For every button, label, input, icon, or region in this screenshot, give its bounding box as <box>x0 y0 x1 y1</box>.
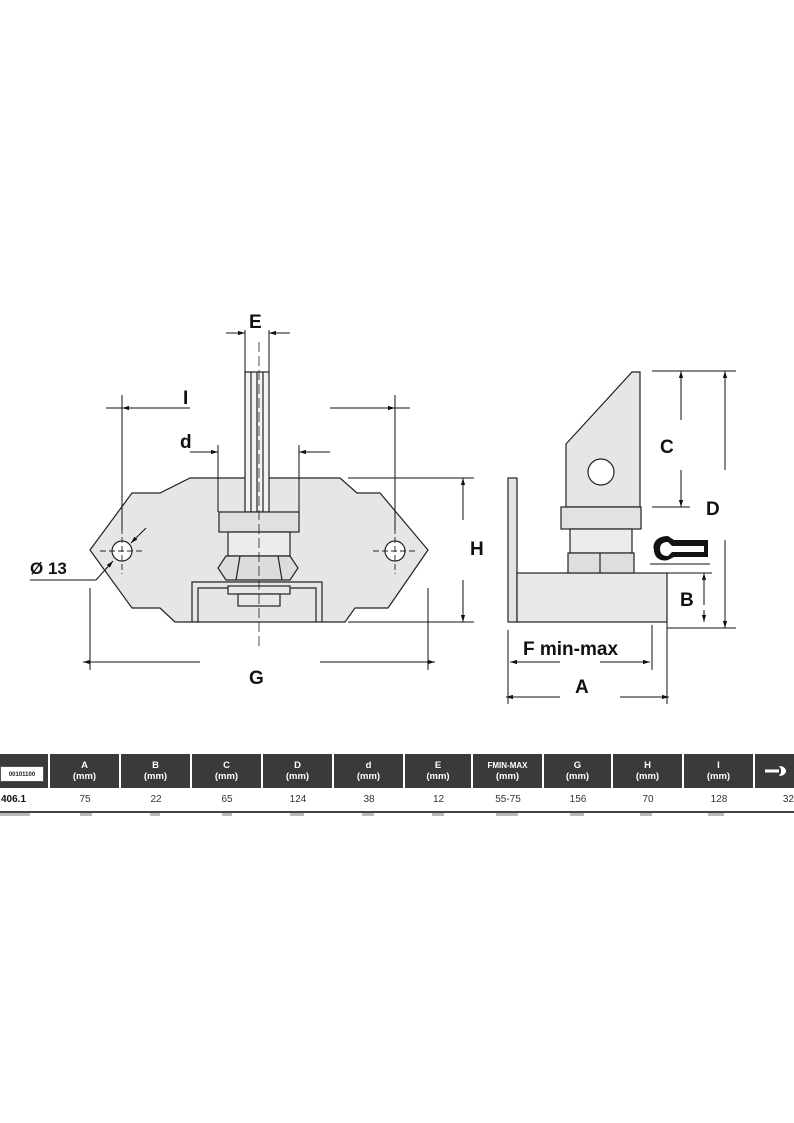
header-unit: (mm) <box>495 771 520 782</box>
label-A: A <box>575 677 589 698</box>
front-view <box>90 342 428 648</box>
header-label: B <box>152 760 159 771</box>
wrench-icon <box>763 764 787 778</box>
header-label: E <box>434 760 442 771</box>
cell-B: 22 <box>150 794 162 805</box>
cell-H: 70 <box>642 794 654 805</box>
header-unit: (mm) <box>565 771 590 782</box>
header-label: H <box>644 760 651 771</box>
side-view <box>508 372 667 622</box>
header-label: G <box>573 760 582 771</box>
header-A <box>50 754 120 788</box>
label-I: I <box>183 388 189 409</box>
header-unit: (mm) <box>143 771 168 782</box>
header-label: A <box>81 760 88 771</box>
side-arm <box>566 372 640 507</box>
truncated-row <box>0 813 794 816</box>
cell-wrench: 32 <box>782 794 794 805</box>
header-C <box>192 754 262 788</box>
label-B: B <box>680 590 694 611</box>
code-header-cell <box>0 754 49 788</box>
label-H: H <box>470 539 484 560</box>
label-d: d <box>180 432 192 453</box>
header-label: FMIN-MAX <box>487 761 528 770</box>
row-code: 406.1 <box>1 794 27 805</box>
header-E <box>405 754 472 788</box>
header-unit: (mm) <box>706 771 731 782</box>
header-label: I <box>717 760 720 771</box>
header-G <box>544 754 612 788</box>
dimension-table <box>0 754 794 816</box>
header-I <box>684 754 754 788</box>
header-label: d <box>365 760 372 771</box>
cell-C: 65 <box>221 794 233 805</box>
cell-G: 156 <box>569 794 587 805</box>
header-d <box>334 754 404 788</box>
label-E: E <box>249 312 262 333</box>
label-G: G <box>249 668 264 689</box>
label-D: D <box>706 499 720 520</box>
table-row <box>0 789 794 813</box>
table-header-row <box>0 754 794 788</box>
cell-E: 12 <box>432 794 445 805</box>
header-H <box>613 754 683 788</box>
header-label: D <box>294 760 301 771</box>
header-D <box>263 754 333 788</box>
wrench-icon <box>654 536 708 560</box>
code-header: 00101100 <box>0 766 44 782</box>
header-label: C <box>223 760 230 771</box>
label-F-min-max: F min-max <box>523 639 619 660</box>
cell-d: 38 <box>363 794 375 805</box>
label-diameter: Ø 13 <box>30 559 67 578</box>
cell-F-min-max: 55-75 <box>495 794 521 805</box>
header-F-min-max <box>473 754 543 788</box>
cell-I: 128 <box>710 794 728 805</box>
header-unit: (mm) <box>285 771 310 782</box>
header-unit: (mm) <box>72 771 97 782</box>
header-B <box>121 754 191 788</box>
header-unit: (mm) <box>635 771 660 782</box>
header-wrench <box>755 754 794 788</box>
cell-A: 75 <box>79 794 91 805</box>
header-unit: (mm) <box>356 771 381 782</box>
header-unit: (mm) <box>426 771 450 782</box>
header-unit: (mm) <box>214 771 239 782</box>
label-C: C <box>660 437 674 458</box>
cell-D: 124 <box>289 794 307 805</box>
